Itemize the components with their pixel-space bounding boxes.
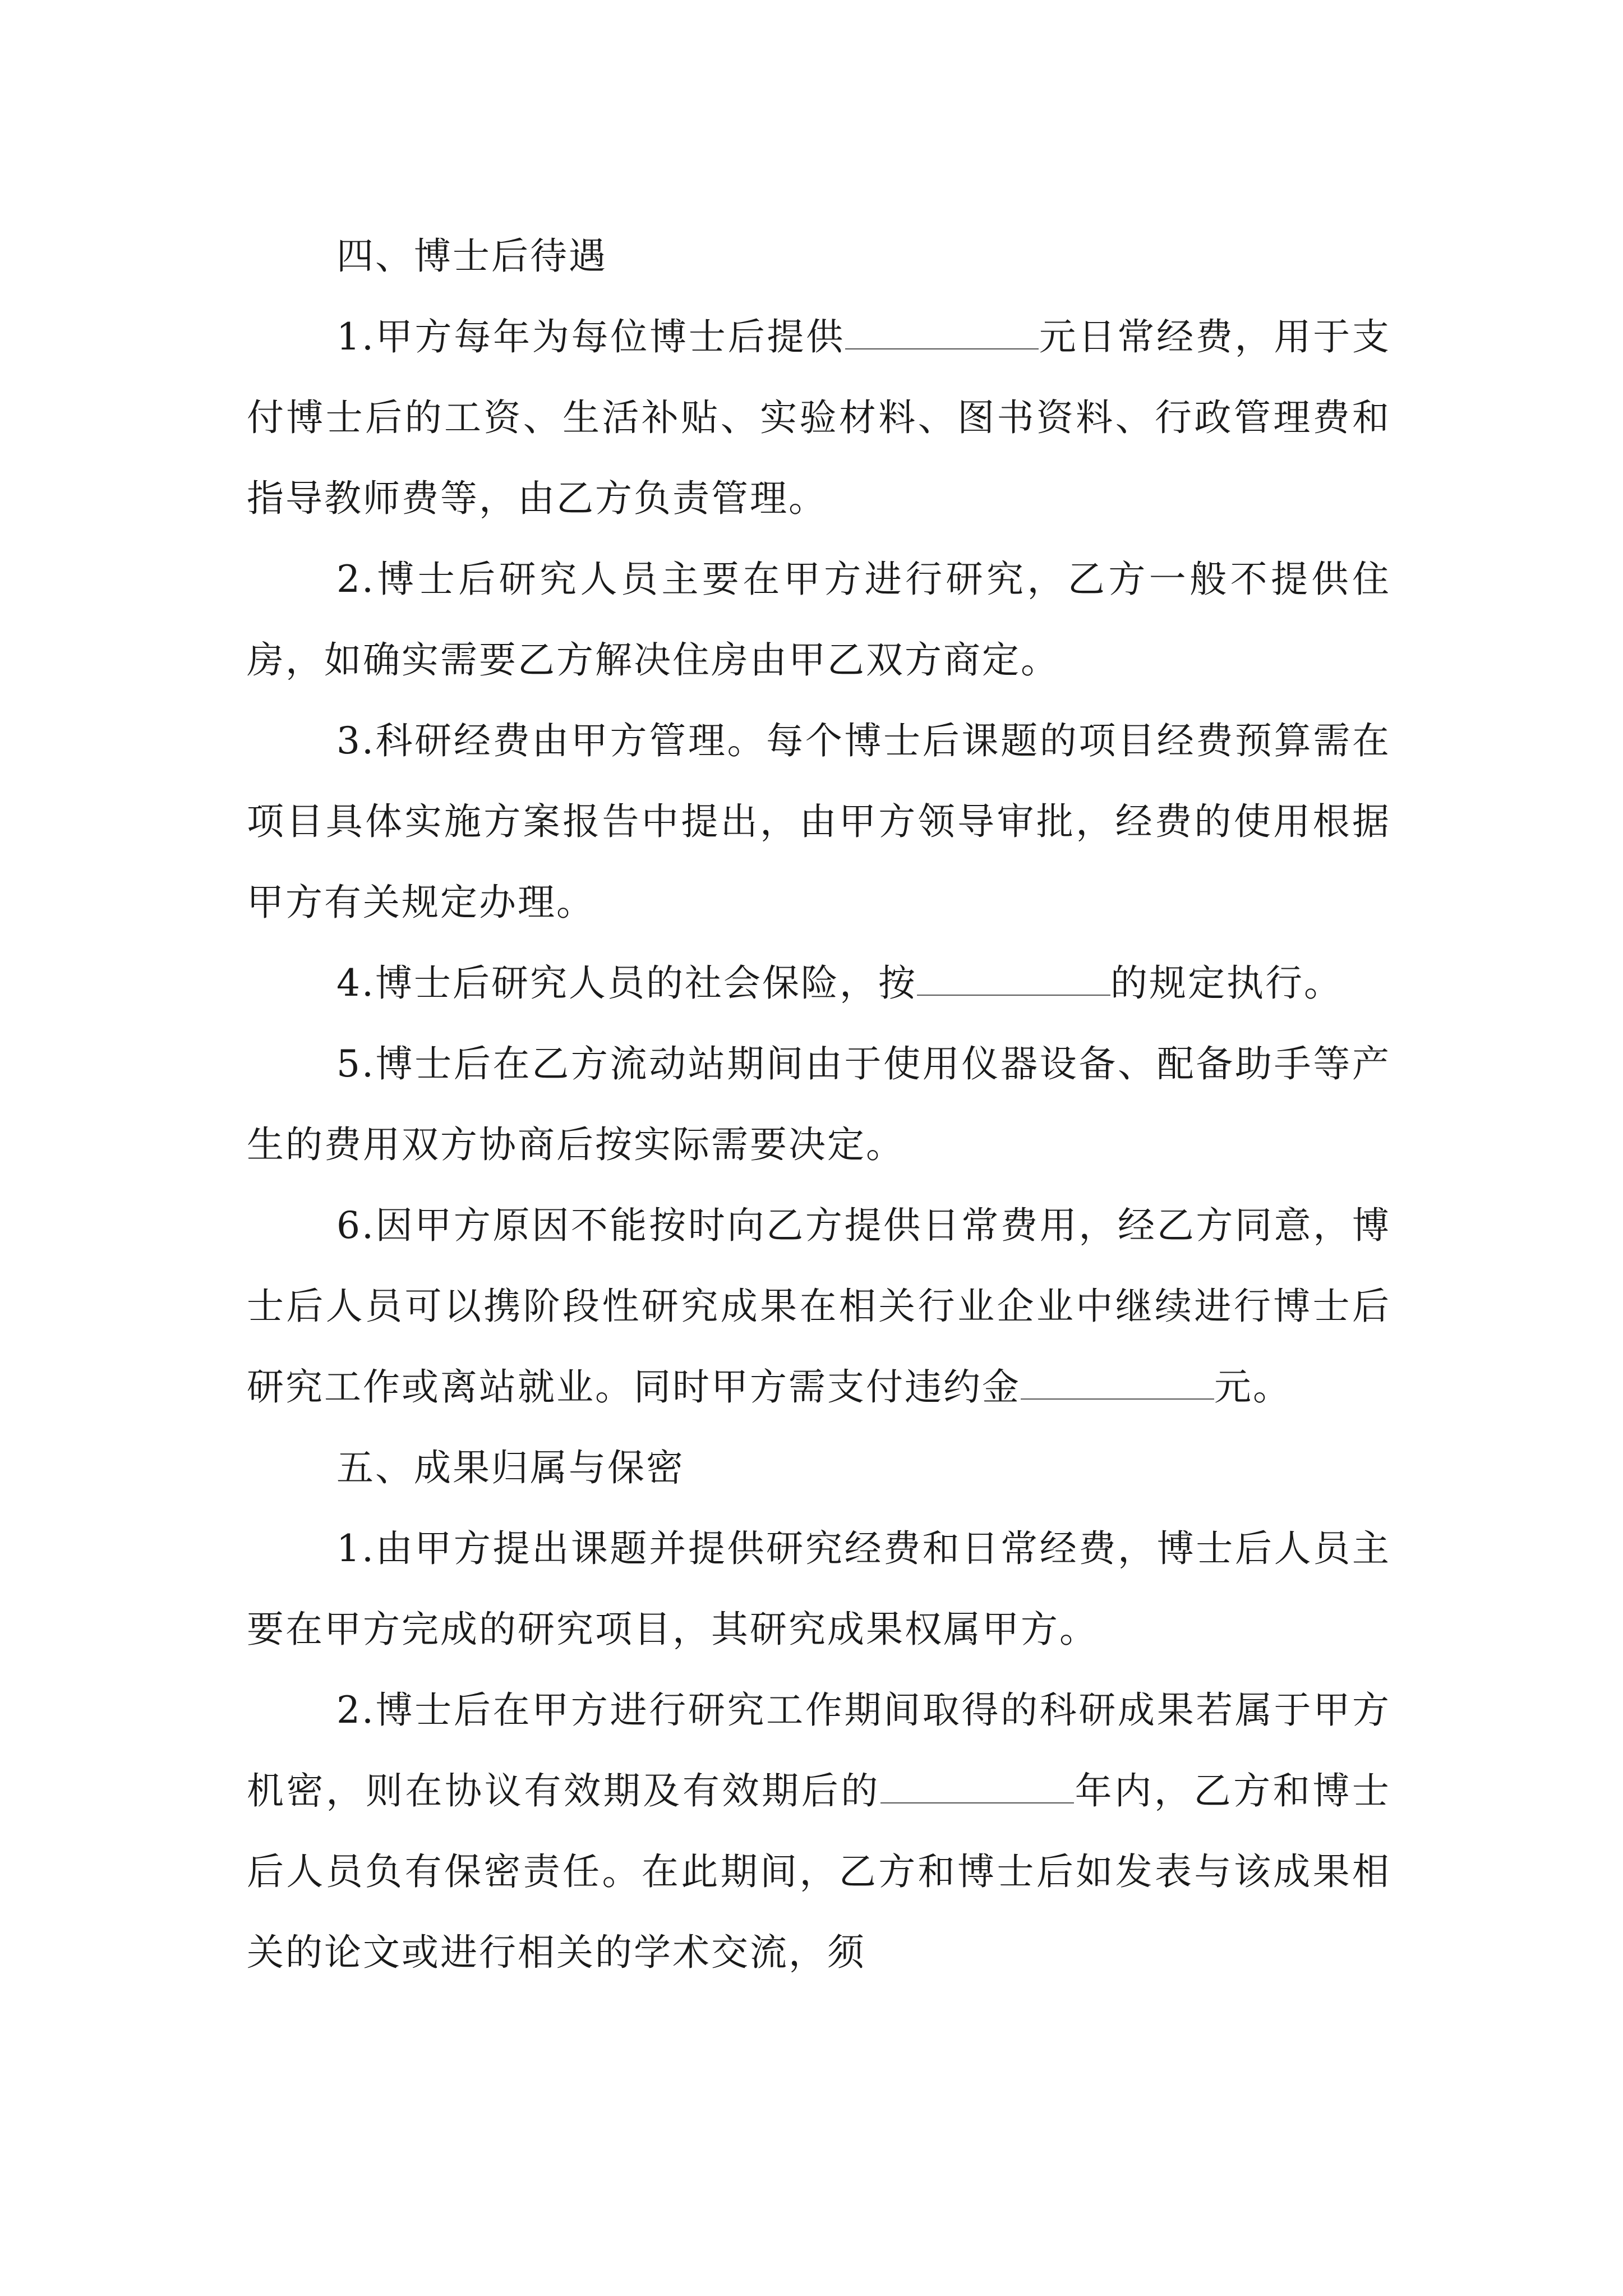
benefit-item-3: 3.科研经费由甲方管理。每个博士后课题的项目经费预算需在项目具体实施方案报告中提出，由甲方领导审批，经费的使用根据甲方有关规定办理。 <box>247 719 1391 924</box>
ownership-item-1: 1.由甲方提出课题并提供研究经费和日常经费，博士后人员主要在甲方完成的研究项目，其研究成果权属甲方。 <box>247 1527 1391 1651</box>
benefit-item-2: 2.博士后研究人员主要在甲方进行研究，乙方一般不提供住房，如确实需要乙方解决住房由甲乙双方商定。 <box>247 558 1391 682</box>
ownership-item-2-text-before: 2.博士后在甲方进行研究工作期间取得的科研成果若属于甲方机密，则在协议有效期及有效期后的 <box>247 1688 1391 1812</box>
section-heading-benefits: 四、博士后待遇 <box>336 234 607 278</box>
benefit-item-4 <box>247 943 1391 1024</box>
fill-blank-insurance-rule <box>917 964 1110 996</box>
benefit-item-5: 5.博士后在乙方流动站期间由于使用仪器设备、配备助手等产生的费用双方协商后按实际需要决定。 <box>247 1042 1391 1166</box>
benefit-item-4-text-before: 4.博士后研究人员的社会保险，按 <box>336 961 917 1005</box>
fill-blank-daily-funds <box>845 318 1039 349</box>
benefit-item-6-text-after: 元。 <box>1214 1365 1292 1409</box>
benefit-item-6-text-before: 6.因甲方原因不能按时向乙方提供日常费用，经乙方同意，博士后人员可以携阶段性研究成果在相关行业企业中继续进行博士后研究工作或离站就业。同时甲方需支付违约金 <box>247 1204 1391 1409</box>
ownership-item-2-text-after: 年内，乙方和博士后人员负有保密责任。在此期间，乙方和博士后如发表与该成果相关的论文或进行相关的学术交流，须 <box>247 1769 1391 1974</box>
fill-blank-confidential-years <box>880 1772 1074 1803</box>
benefit-item-6 <box>247 1185 1391 1428</box>
ownership-item-2 <box>247 1670 1391 1993</box>
benefit-item-4-text-after: 的规定执行。 <box>1110 961 1343 1005</box>
fill-blank-penalty-amount <box>1021 1368 1214 1400</box>
document-body <box>247 216 1391 1993</box>
section-heading-ownership-confidentiality: 五、成果归属与保密 <box>336 1446 685 1489</box>
benefit-item-1-text-after: 元日常经费，用于支付博士后的工资、生活补贴、实验材料、图书资料、行政管理费和指导教师费等，由乙方负责管理。 <box>247 315 1391 520</box>
benefit-item-1 <box>247 297 1391 539</box>
benefit-item-1-text-before: 1.甲方每年为每位博士后提供 <box>336 315 846 358</box>
